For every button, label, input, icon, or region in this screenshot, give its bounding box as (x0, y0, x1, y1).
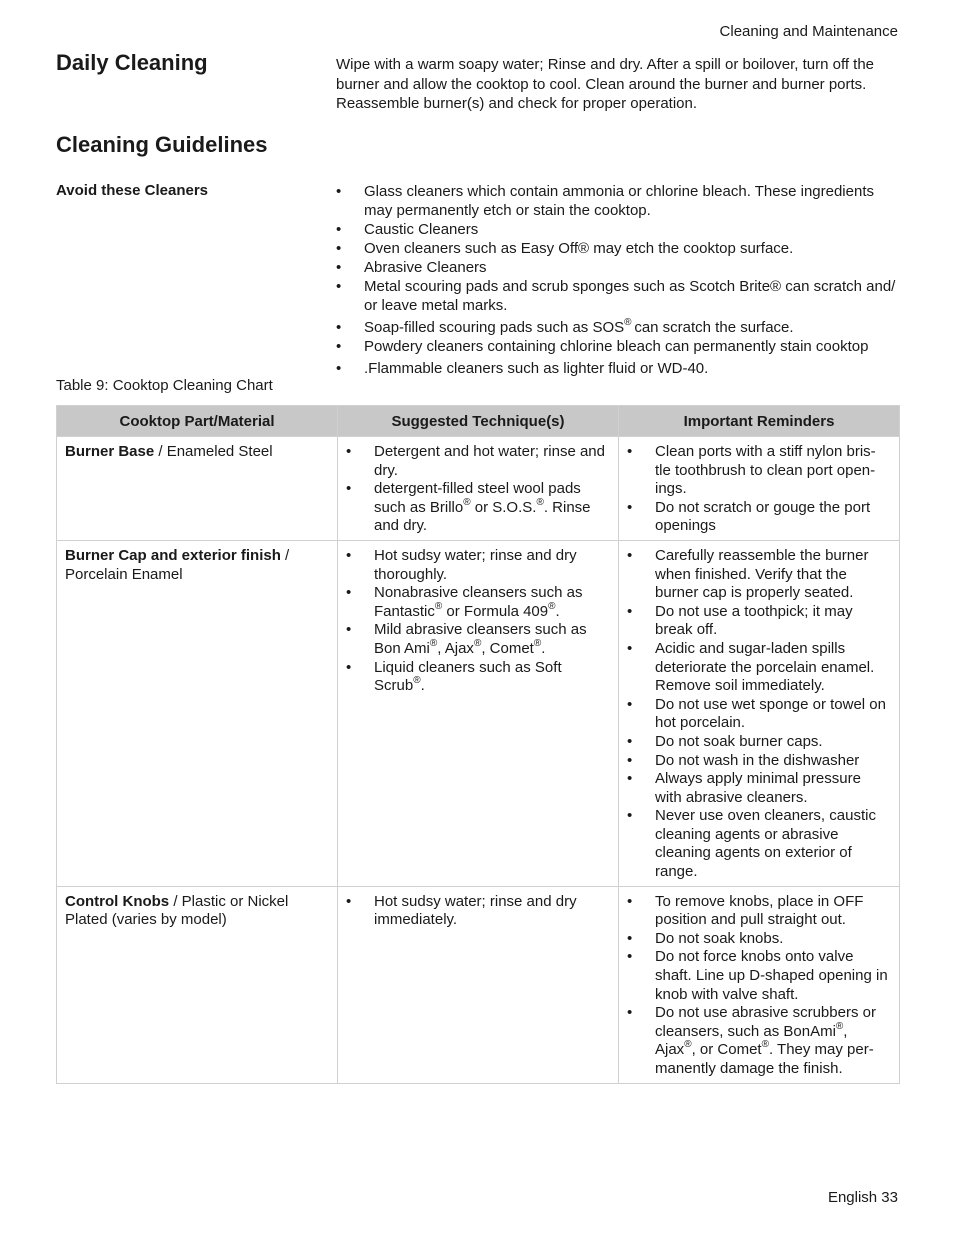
list-item: • Hot sudsy water; rinse and dry thoroughly. (346, 547, 610, 584)
registered-mark: ® (624, 317, 635, 328)
registered-mark: ® (434, 600, 443, 612)
running-header: Cleaning and Maintenance (719, 23, 898, 40)
list-item: • Do not scratch or gouge the port openings (627, 499, 891, 536)
registered-mark: ® (835, 1020, 844, 1032)
part-material: / Enameled Steel (154, 443, 273, 460)
list-item: • Oven cleaners such as Easy Off® may etch the cooktop surface. (336, 239, 901, 258)
part-name: Burner Cap and exterior finish (65, 546, 281, 564)
list-item: • Clean ports with a stiff nylon bris-tle toothbrush to clean port open-ings. (627, 443, 891, 499)
technique-cell (338, 437, 619, 541)
page-number: English 33 (827, 1189, 898, 1206)
registered-mark: ® (473, 637, 482, 649)
part-cell (57, 540, 338, 886)
part-cell (57, 437, 338, 541)
part-name: Burner Base (65, 443, 155, 460)
list-item: • To remove knobs, place in OFF position and pull straight out. (627, 893, 891, 930)
column-header-reminders: Important Reminders (619, 406, 900, 437)
technique-cell (338, 540, 619, 886)
list-item: • Do not soak burner caps. (627, 733, 891, 752)
column-header-part: Cooktop Part/Material (57, 406, 338, 437)
list-item: • Powdery cleaners containing chlorine bleach can permanently stain cooktop (336, 337, 901, 356)
registered-mark: ® (548, 600, 556, 612)
table-row (57, 540, 900, 886)
list-item: • Mild abrasive cleansers such as Bon Ami®, Ajax®, Comet®. (346, 621, 610, 658)
list-item: • Do not force knobs onto valve shaft. Line up D-shaped opening in knob with valve shaft. (627, 948, 891, 1004)
daily-cleaning-text: Wipe with a warm soapy water; Rinse and dry. After a spill or boilover, turn off the burner and allow the cooktop to cool. Clean around the burner and burner ports. Reassemble burner(s) and check for proper operation. (336, 56, 875, 112)
list-item: • Do not use a toothpick; it may break off. (627, 603, 891, 640)
list-item: • Do not use abrasive scrubbers or cleansers, such as BonAmi®, Ajax®, or Comet®. They may per-manently damage the finish. (627, 1004, 891, 1078)
list-item-text: Soap-filled scouring pads such as SOS (364, 319, 625, 336)
list-item: • Nonabrasive cleansers such as Fantastic® or Formula 409®. (346, 584, 610, 621)
reminders-cell (619, 540, 900, 886)
avoid-cleaners-label: Avoid these Cleaners (56, 182, 208, 199)
list-item: • Carefully reassemble the burner when finished. Verify that the burner cap is properly seated. (627, 547, 891, 603)
list-item (336, 318, 901, 337)
list-item: • Hot sudsy water; rinse and dry immediately. (346, 893, 610, 930)
table-caption: Table 9: Cooktop Cleaning Chart (56, 377, 273, 394)
list-item: • Acidic and sugar-laden spills deteriorate the porcelain enamel. Remove soil immediately. (627, 640, 891, 696)
registered-mark: ® (533, 637, 542, 649)
technique-cell (338, 886, 619, 1083)
cleaning-guidelines-heading: Cleaning Guidelines (56, 132, 268, 157)
list-item: • Metal scouring pads and scrub sponges such as Scotch Brite® can scratch and/ or leave metal marks. (336, 277, 901, 315)
part-cell (57, 886, 338, 1083)
list-item-text: can scratch the surface. (634, 319, 794, 336)
reminders-cell (619, 886, 900, 1083)
list-item: • Caustic Cleaners (336, 220, 901, 239)
registered-mark: ® (536, 496, 544, 508)
registered-mark: ® (463, 496, 471, 508)
list-item: • Detergent and hot water; rinse and dry. (346, 443, 610, 480)
table-row (57, 886, 900, 1083)
list-item: • Always apply minimal pressure with abrasive cleaners. (627, 770, 891, 807)
list-item: • .Flammable cleaners such as lighter fluid or WD-40. (336, 359, 901, 378)
registered-mark: ® (413, 675, 421, 687)
registered-mark: ® (761, 1039, 769, 1051)
cooktop-cleaning-chart (56, 405, 900, 1084)
daily-cleaning-heading: Daily Cleaning (56, 50, 208, 75)
list-item: • Glass cleaners which contain ammonia or chlorine bleach. These ingredients may permanently etch or stain the cooktop. (336, 182, 901, 220)
table-header-row (57, 406, 900, 437)
table-row (57, 437, 900, 541)
part-material: / Porcelain Enamel (65, 546, 290, 583)
reminders-cell (619, 437, 900, 541)
registered-mark: ® (684, 1039, 692, 1051)
list-item: • Do not wash in the dishwasher (627, 752, 891, 771)
avoid-cleaners-list (336, 182, 901, 378)
list-item: • Do not use wet sponge or towel on hot porcelain. (627, 696, 891, 733)
list-item: • Abrasive Cleaners (336, 258, 901, 277)
column-header-technique: Suggested Technique(s) (338, 406, 619, 437)
list-item: • detergent-filled steel wool pads such as Brillo® or S.O.S.®. Rinse and dry. (346, 480, 610, 536)
part-name: Control Knobs (65, 892, 170, 910)
list-item: • Do not soak knobs. (627, 930, 891, 949)
registered-mark: ® (429, 637, 438, 649)
list-item: • Never use oven cleaners, caustic cleaning agents or abrasive cleaning agents on exterior of range. (627, 807, 891, 881)
list-item: • Liquid cleaners such as Soft Scrub®. (346, 659, 610, 696)
part-material: / Plastic or Nickel Plated (varies by model) (65, 892, 289, 929)
